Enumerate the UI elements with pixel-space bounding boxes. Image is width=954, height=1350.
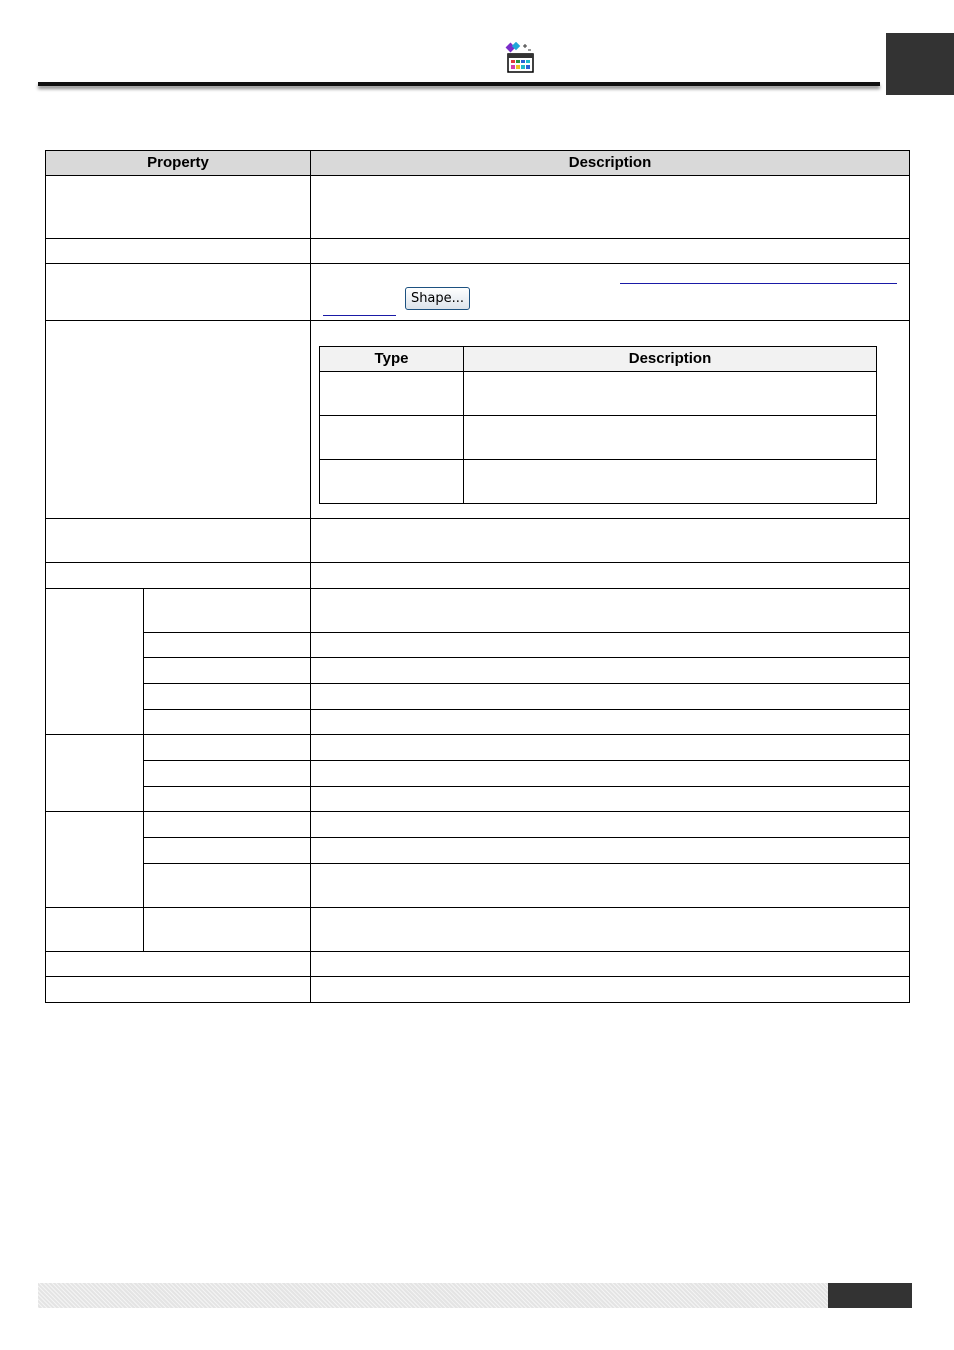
color-palette-icon bbox=[505, 42, 535, 74]
table-row bbox=[46, 563, 910, 589]
table-row bbox=[46, 633, 910, 658]
table-row bbox=[46, 658, 910, 684]
table-row bbox=[46, 176, 910, 239]
footer-bar bbox=[38, 1283, 828, 1308]
table-row bbox=[46, 519, 910, 563]
table-row bbox=[46, 761, 910, 787]
table-row bbox=[46, 684, 910, 710]
table-row bbox=[46, 264, 910, 321]
table-row bbox=[46, 952, 910, 977]
type-description-header: Description bbox=[464, 347, 877, 372]
table-row bbox=[46, 589, 910, 633]
table-row bbox=[320, 416, 877, 460]
header-rule bbox=[38, 82, 880, 86]
table-row bbox=[46, 735, 910, 761]
page-number-block bbox=[828, 1283, 912, 1308]
table-row bbox=[46, 710, 910, 735]
table-row bbox=[46, 812, 910, 838]
table-row bbox=[46, 838, 910, 864]
table-row bbox=[46, 908, 910, 952]
hyperlink-underline[interactable] bbox=[620, 283, 897, 284]
table-row bbox=[320, 460, 877, 504]
table-row bbox=[46, 864, 910, 908]
type-table bbox=[319, 346, 877, 504]
chapter-tab bbox=[886, 33, 954, 95]
shape-button[interactable]: Shape... bbox=[405, 287, 470, 310]
table-row bbox=[46, 977, 910, 1003]
header-property: Property bbox=[46, 151, 311, 176]
type-header: Type bbox=[320, 347, 464, 372]
hyperlink-underline[interactable] bbox=[323, 315, 396, 316]
table-row bbox=[46, 239, 910, 264]
table-row bbox=[46, 787, 910, 812]
header-description: Description bbox=[311, 151, 910, 176]
property-table bbox=[45, 150, 910, 1003]
table-row bbox=[320, 372, 877, 416]
